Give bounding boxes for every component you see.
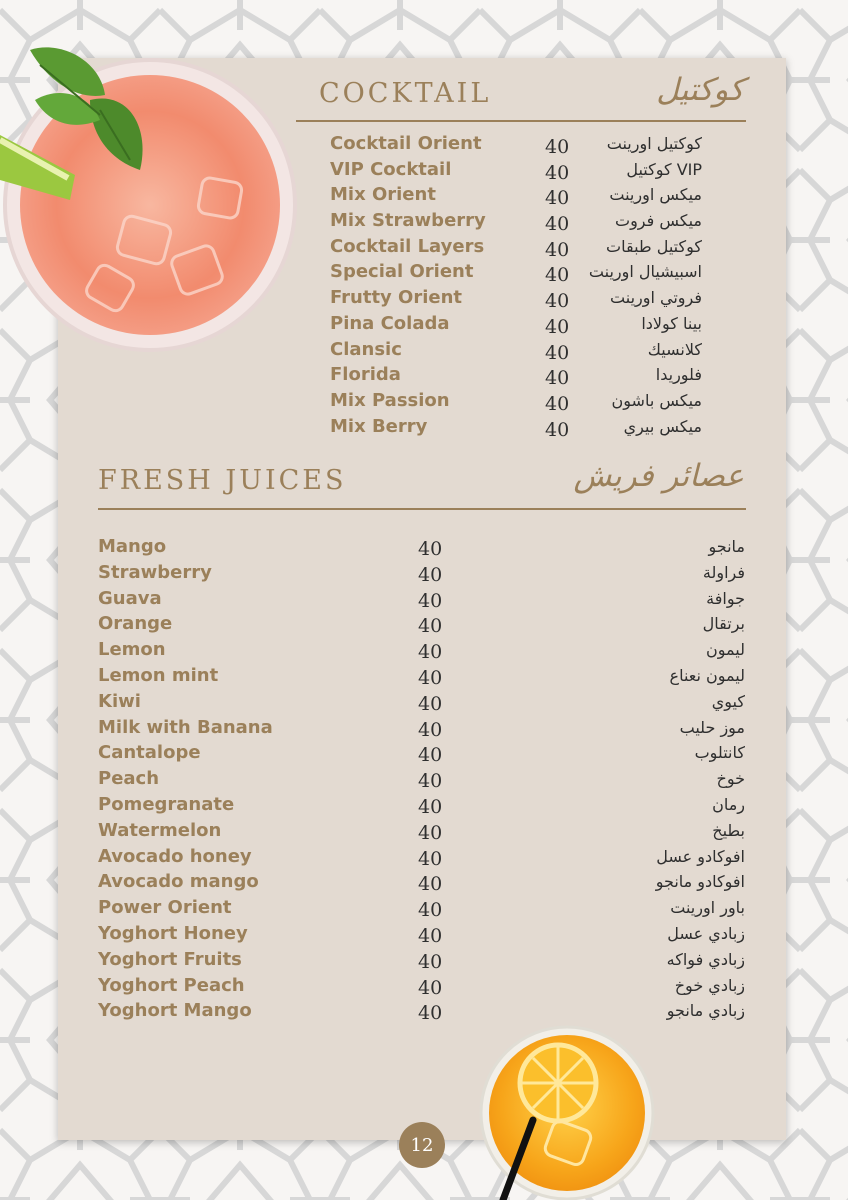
item-name: Mix Passion [330, 389, 450, 411]
menu-item [330, 159, 702, 185]
item-name: Mix Berry [330, 415, 428, 437]
item-name-arabic: كيوي [711, 691, 745, 711]
menu-item [330, 133, 702, 159]
item-price: 40 [418, 538, 443, 560]
item-name: Mango [98, 536, 167, 557]
juices-divider [98, 508, 746, 510]
item-name: Florida [330, 364, 401, 386]
item-name-arabic: فلوريدا [655, 365, 702, 385]
item-price: 40 [418, 589, 443, 612]
item-name-arabic: ميكس فروت [615, 211, 702, 231]
item-price: 40 [418, 795, 443, 818]
cocktail-glass-icon [0, 40, 300, 360]
item-price: 40 [418, 950, 443, 973]
item-price: 40 [418, 899, 443, 922]
item-name: Watermelon [98, 819, 222, 841]
item-name-arabic: كلانسيك [647, 339, 702, 359]
item-price: 40 [418, 718, 443, 741]
item-name-arabic: زبادي عسل [667, 923, 745, 943]
item-name: Guava [98, 587, 162, 609]
juices-section-title-arabic: عصائر فريش [573, 458, 744, 494]
item-price: 40 [545, 392, 570, 415]
item-name: Mix Orient [330, 184, 436, 206]
menu-item [330, 210, 702, 236]
item-price: 40 [418, 692, 443, 715]
menu-item [98, 536, 745, 562]
juices-section-title: FRESH JUICES [98, 465, 347, 496]
cocktail-section-title-arabic: كوكتيل [656, 72, 744, 108]
item-name: Avocado honey [98, 845, 252, 867]
item-name: Orange [98, 613, 173, 635]
item-name-arabic: اسبيشيال اورينت [588, 262, 702, 282]
item-name: Lemon mint [98, 664, 219, 686]
item-name: Pina Colada [330, 312, 450, 334]
cocktail-list [330, 133, 702, 441]
item-name-arabic: ليمون نعناع [669, 665, 745, 685]
item-price: 40 [545, 264, 570, 287]
item-name-arabic: فراولة [702, 562, 745, 582]
menu-item [98, 897, 745, 923]
item-name-arabic: بطيخ [712, 820, 745, 840]
menu-item [98, 639, 745, 665]
cocktail-section-title: COCKTAIL [319, 78, 492, 109]
menu-item [330, 184, 702, 210]
item-name-arabic: باور اورينت [670, 898, 745, 918]
item-price: 40 [418, 666, 443, 689]
item-name: VIP Cocktail [330, 158, 452, 180]
item-name: Pomegranate [98, 793, 235, 815]
item-name: Avocado mango [98, 871, 259, 893]
menu-item [330, 416, 702, 442]
item-price: 40 [545, 367, 570, 390]
item-name-arabic: برتقال [702, 614, 745, 634]
item-name: Cantalope [98, 742, 201, 764]
item-price: 40 [418, 1002, 443, 1025]
item-price: 40 [545, 418, 570, 441]
item-name-arabic: كوكتيل اورينت [606, 134, 702, 153]
item-name: Power Orient [98, 897, 232, 919]
item-name: Yoghort Peach [98, 974, 245, 996]
menu-item [330, 390, 702, 416]
menu-item [98, 742, 745, 768]
item-price: 40 [418, 770, 443, 793]
item-name: Mix Strawberry [330, 210, 486, 232]
menu-item [98, 665, 745, 691]
menu-item [98, 1000, 745, 1026]
menu-item [330, 339, 702, 365]
item-price: 40 [418, 821, 443, 844]
item-name-arabic: رمان [712, 794, 745, 814]
menu-item [98, 820, 745, 846]
item-name-arabic: ميكس اورينت [609, 185, 702, 205]
menu-item [98, 613, 745, 639]
item-name: Strawberry [98, 561, 212, 583]
menu-item [98, 949, 745, 975]
item-name: Frutty Orient [330, 287, 463, 309]
item-price: 40 [418, 744, 443, 767]
menu-item [98, 768, 745, 794]
menu-item [98, 562, 745, 588]
item-price: 40 [545, 161, 570, 184]
item-name: Peach [98, 768, 160, 790]
menu-item [330, 287, 702, 313]
item-name-arabic: افوكادو مانجو [655, 872, 745, 892]
menu-item [98, 923, 745, 949]
item-price: 40 [545, 341, 570, 364]
item-name-arabic: جوافة [706, 588, 745, 608]
item-name: Cocktail Orient [330, 133, 482, 154]
item-price: 40 [418, 563, 443, 586]
item-price: 40 [418, 976, 443, 999]
menu-item [98, 871, 745, 897]
item-name: Yoghort Honey [98, 922, 248, 944]
item-name-arabic: زبادي خوخ [674, 975, 745, 995]
item-price: 40 [418, 615, 443, 638]
menu-item [98, 717, 745, 743]
item-name-arabic: موز حليب [679, 717, 745, 737]
item-name-arabic: زبادي مانجو [666, 1001, 745, 1021]
item-name-arabic: كانتلوب [694, 743, 745, 763]
item-price: 40 [545, 238, 570, 261]
item-name: Yoghort Mango [98, 1000, 252, 1022]
item-name-arabic: خوخ [716, 769, 745, 789]
item-name-arabic: مانجو [708, 537, 745, 556]
item-name: Kiwi [98, 690, 141, 712]
item-name-arabic: افوكادو عسل [656, 846, 745, 866]
item-price: 40 [545, 290, 570, 313]
menu-item [330, 364, 702, 390]
menu-item [330, 236, 702, 262]
item-name-arabic: ميكس بيري [623, 416, 702, 436]
item-name-arabic: كوكتيل طبقات [606, 236, 702, 256]
item-name-arabic: ليمون [706, 640, 745, 660]
item-name-arabic: VIP كوكتيل [626, 159, 702, 179]
item-name: Cocktail Layers [330, 235, 485, 257]
item-price: 40 [418, 641, 443, 664]
menu-item [98, 588, 745, 614]
menu-item [330, 313, 702, 339]
orange-juice-glass-icon [478, 1025, 656, 1200]
page-number-badge: 12 [399, 1122, 445, 1168]
item-name-arabic: بينا كولادا [641, 313, 702, 333]
item-price: 40 [418, 847, 443, 870]
item-name-arabic: فروتي اورينت [610, 288, 702, 308]
item-name: Milk with Banana [98, 716, 273, 738]
juices-list [98, 536, 745, 1026]
item-name: Lemon [98, 639, 166, 661]
item-price: 40 [545, 136, 570, 158]
item-price: 40 [418, 924, 443, 947]
menu-item [98, 846, 745, 872]
item-name: Clansic [330, 338, 402, 360]
item-price: 40 [545, 187, 570, 210]
item-name: Special Orient [330, 261, 474, 283]
menu-item [98, 691, 745, 717]
item-name-arabic: زبادي فواكه [666, 949, 745, 969]
menu-item [98, 975, 745, 1001]
item-price: 40 [545, 213, 570, 236]
item-name: Yoghort Fruits [98, 948, 242, 970]
menu-item [330, 261, 702, 287]
item-name-arabic: ميكس باشون [611, 390, 702, 410]
item-price: 40 [545, 315, 570, 338]
cocktail-divider [296, 120, 746, 122]
menu-item [98, 794, 745, 820]
item-price: 40 [418, 873, 443, 896]
